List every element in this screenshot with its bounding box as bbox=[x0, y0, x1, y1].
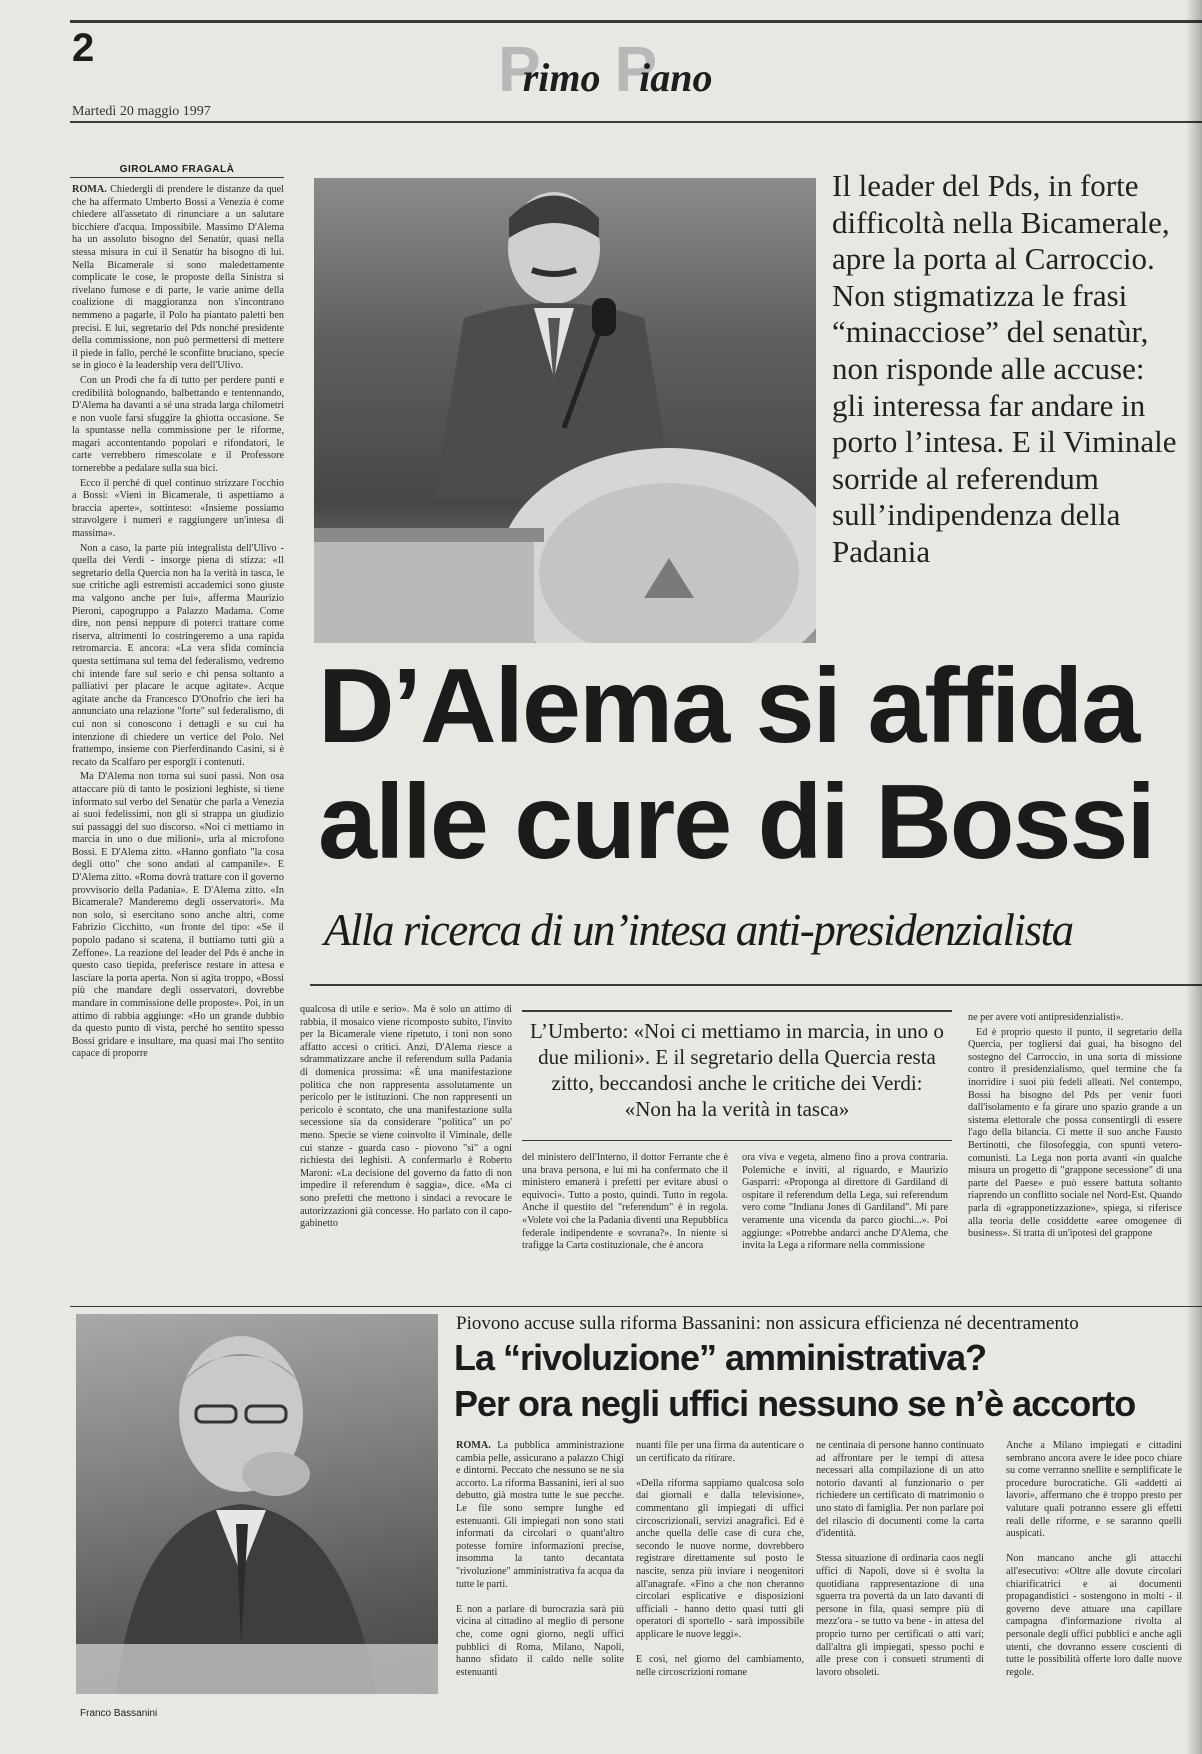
mid-article-column bbox=[300, 1004, 512, 1304]
bottom-column-3 bbox=[816, 1440, 984, 1740]
bottom-section-rule bbox=[70, 1306, 1202, 1307]
mid-paragraph: qualcosa di utile e serio». Ma è solo un attimo di rabbia, il mosaico viene ricomposto subito, l'invito per la Bicamerale viene ripetuto, i toni non sono affatto accesi o critici. Anzi, D'Alema riesce a sdrammatizzare anche il referendum sulla Padania di domenica prossima: «È una manifestazione politica che non rappresenta assolutamente un pericolo per le istituzioni. Che non rappresenti un pericolo è scontato, che una manifestazione sulla secessione sia da considerare "politica" un po' meno. Specie se viene coinvolto il Viminale, delle cui stanze - guarda caso - piovono "sì" a ogni richiesta dei leghisti. A confermarlo è Roberto Maroni: «La decisione del governo da fatto di non impedire il referendum è saggia», dice. «Ma ci sono prefetti che mettono i sindaci a revocare le autorizzazioni già concesse. Ho parlato con il capo-gabinetto bbox=[300, 1004, 512, 1230]
left-paragraph: Non a caso, la parte più integralista dell'Ulivo - quella dei Verdi - insorge piena di stizza: «Il segretario della Quercia non ha la verità in tasca, le sue critiche agli estremisti accademici sono giuste ma valgono anche per lui», afferma Maurizio Pieroni, capogruppo a Palazzo Madama. Come dire, non pensi neppure di poterci trattare come riserva, altrimenti lo costringeremo a una rapida retromarcia. E ancora: «La vera sfida comincia questa settimana sul tema del federalismo, vedremo chi intende fare sul serio e chi pensa soltanto a palliativi per placare le acque agitate». Acque agitate anche da Francesco D'Onofrio che ieri ha annunciato una relazione "forte" sul federalismo, di cui non si conoscono i dettagli e su cui ha intenzione di chiedere un vertice del Polo. Nel frattempo, insieme con Pierferdinando Casini, si è recato da Scalfaro per esporgli i contenuti. bbox=[72, 542, 284, 768]
bottom-column-4 bbox=[1006, 1440, 1182, 1740]
headline-subtitle: Alla ricerca di un’intesa anti-presidenzialista bbox=[324, 905, 1073, 955]
author-byline: GIROLAMO FRAGALÀ bbox=[70, 164, 284, 178]
left-paragraph: Ecco il perché di quel continuo strizzare l'occhio a Bossi: «Vieni in Bicamerale, ti aspettiamo a braccia aperte», sottinteso: «Insieme possiamo stravolgere i numeri e raggiungere un'intesa di massima». bbox=[72, 477, 284, 540]
section-word-iano: iano bbox=[639, 55, 713, 100]
section-word-rimo: rimo bbox=[522, 55, 601, 100]
page-number: 2 bbox=[72, 26, 95, 70]
bottom-headline-line-2: Per ora negli uffici nessuno se n’è accorto bbox=[454, 1383, 1136, 1424]
bottom-kicker: Piovono accuse sulla riforma Bassanini: non assicura efficienza né decentramento bbox=[456, 1313, 1079, 1334]
right-article-column bbox=[968, 1012, 1182, 1304]
right-paragraph: Ed è proprio questo il punto, il segretario della Quercia, per togliersi dai guai, ha bisogno del sostegno del Carroccio, in una sorta di missione contro il presidenzialismo, quel termine che fa inorridire i suoi più fedeli alleati. Nel contempo, Bossi ha bisogno del Pds per venir fuori dall'isolamento e fa girare uno spazio grande a un sistema elettorale che possa consentirgli di essere l'ago della bilancia. Ci mette il suo anche Fausto Bertinotti, che filosofeggia, con spunti vetero-comunisti. La Lega non porta avanti «in qualche misura un progetto di "grappone secessione" di una parte del Paese» e può essere battuta soltanto riaprendo un conflitto sociale nel Nord-Est. Quando parla di «grapponetizzazione», spiega, si riferisce alla teoria delle cosiddette «aree omogenee di business». Si tratta di un'ipotesi del grappone bbox=[968, 1026, 1182, 1240]
bottom-column-text: ne centinaia di persone hanno continuato ad affrontare per le tempi di attesa necessari alla compilazione di un atto notorio davanti al funzionario o per richiedere un certificato di matrimonio o uno stato di famiglia. Per non parlare poi del rilascio di documenti come la carta d'identità. Stessa situazione di ordinaria caos negli uffici di Napoli, dove si è svolta la quotidiana rappresentazione di una sguerra tra povertà da un lato davanti di persone in fila, quasi sempre più di mezz'ora - se tutto va bene - in attesa del proprio turno per certificati o atti vari; dall'altra gli impiegati, spesso pochi e alle prese con i consueti strumenti di lavoro obsoleti. bbox=[816, 1440, 984, 1678]
quote-rule-top bbox=[522, 1010, 952, 1012]
quote-rule-bottom bbox=[522, 1140, 952, 1141]
bottom-column-text: La pubblica amministrazione cambia pelle, assicurano a palazzo Chigi e dintorni. Peccato che nessuno se ne sia accorto. La riforma Bassanini, ieri al suo debutto, già mostra tutte le sue pecche. Le file sono sempre lunghe ed estenuanti. Gli impiegati non sono stati informati da circolari o quant'altro potesse fornire informazioni precise, insomma la tanto decantata "rivoluzione" amministrativa fa acqua da tutte le parti. E non a parlare di burocrazia sarà più vicina al cittadino al meglio di persone che, come ogni giorno, negli uffici pubblici di Roma, Milano, Napoli, hanno sfidato il caldo nelle solite estenuanti bbox=[456, 1440, 624, 1678]
left-paragraph: Con un Prodi che fa di tutto per perdere punti e credibilità bolognando, balbettando e tentennando, D'Alema ha davanti a sé una strada larga chilometri e non vuole farsi sfuggire la ghiotta occasione. Se la spuntasse nella commissione per le riforme, magari accontentando popolari e rifondatori, le carte verrebbero rimescolate e il Professore tornerebbe a pedalare sulla sua bici. bbox=[72, 374, 284, 475]
headline-line-2: alle cure di Bossi bbox=[318, 763, 1154, 881]
dateline: ROMA. bbox=[72, 184, 107, 195]
dalema-speech-photo bbox=[314, 178, 816, 643]
top-rule bbox=[70, 20, 1202, 23]
below-quote-text-b: ora viva e vegeta, almeno fino a prova contraria. Polemiche e inviti, al riguardo, e Maurizio Gasparri: «Proponga al direttore di Gardiland di ospitare il referendum della Lega, sui referendum vero come "Indiana Jones di Gardiland". Mi pare veramente una vicenda da parco giochi...». Poi aggiunge: «Potrebbe andarci anche D'Alema, che invita la Lega a riformare nella commissione bbox=[742, 1152, 948, 1252]
bottom-column-2 bbox=[636, 1440, 804, 1740]
article-subheading: Il leader del Pds, in forte difficoltà nella Bicamerale, apre la porta al Carroccio. Non stigmatizza le frasi “minacciose” del senatùr, non risponde alle accuse: gli interessa far andare in porto l’intesa. E il Viminale sorride al referendum sull’indipendenza della Padania bbox=[832, 168, 1177, 569]
bottom-headline-line-1: La “rivoluzione” amministrativa? bbox=[454, 1337, 987, 1378]
bottom-column-1 bbox=[456, 1440, 624, 1740]
bassanini-illustration bbox=[76, 1314, 438, 1694]
headline-line-1: D’Alema si affida bbox=[318, 647, 1139, 765]
below-quote-column-a bbox=[522, 1152, 728, 1304]
section-cap-p1: P bbox=[498, 33, 537, 105]
left-paragraph: Chiedergli di prendere le distanze da quel che ha affermato Umberto Bossi a Venezia è come chiedere all'assetato di rinunciare a un salutare bicchiere d'acqua. Impossibile. Massimo D'Alema ha un assoluto bisogno del Senatùr, quasi nella stessa misura in cui il Senatùr ha bisogno di lui. Nella Bicamerale si sono maledettamente complicate le cose, le proposte della Sinistra si rivelano fumose e di parte, le varie anime della coalizione di maggioranza non s'incontrano nemmeno a pagarle, il Polo ha piantato paletti ben precisi. E lui, segretario del Pds nonché presidente della commissione, non può permettersi di mettere il piede in fallo, perché le sconfitte bruciano, specie se in gioco è la leadership vera dell'Ulivo. bbox=[72, 184, 284, 372]
right-paragraph: ne per avere voti antipresidenzialisti». bbox=[968, 1012, 1124, 1023]
speaker-illustration bbox=[314, 178, 816, 643]
left-paragraph: Ma D'Alema non torna sui suoi passi. Non osa attaccare più di tanto le posizioni leghiste, si tiene informato sul verbo del Senatùr che parla a Venezia ai suoi fedelissimi, non gli si strappa un giudizio sui passaggi del suo discorso. «Noi ci mettiamo in marcia in uno o due milioni», urla al microfono Bossi. E D'Alema zitto. «Hanno gonfiato "la cosa degli otto" che sono andati al campanile». E D'Alema zitto. «Roma dovrà trattare con il governo provvisorio della Padania». E D'Alema zitto. «In Bicamerale? Manderemo degli osservatori». Ma non solo, si esercitano sono anche altri, come Fabrizio Cicchitto, «un fronte del tipo: «Se il popolo padano si scatena, il buttiamo tutti giù a Zeffone». La reazione del leader del Pds è anche in questo caso tiepida, preferisce restare in attesa e lasciare la porta aperta. Non si agita troppo, «Bossi più che mandare degli osservatori, dovrebbe mandare in commissione delle proposte». Poi, in un attimo di rabbia aggiunge: «Ho un grande dubbio da questo punto di vista, perché ho sentito spesso Bossi gridare e insultare, ma quasi mai l'ho sentito capace di proporre bbox=[72, 771, 284, 1060]
page-fold-shadow bbox=[1186, 0, 1202, 1754]
bassanini-photo bbox=[76, 1314, 438, 1694]
bottom-dateline: ROMA. bbox=[456, 1440, 491, 1451]
masthead-rule bbox=[70, 121, 1202, 123]
issue-date: Martedì 20 maggio 1997 bbox=[72, 104, 211, 119]
left-article-column bbox=[72, 184, 284, 1304]
bottom-column-text: Anche a Milano impiegati e cittadini sembrano ancora avere le idee poco chiare su come verranno snellite e semplificate le procedure burocratiche. Gli «addetti ai lavori», affermano che è troppo presto per valutare quali potranno essere gli effetti reali delle riforme, e se saranno quelli auspicati. Non mancano anche gli attacchi all'esecutivo: «Oltre alle dovute circolari chiarificatrici e ai documenti propagandistici - sostengono in molti - il governo deve attuare una capillare campagna d'informazione rivolta al personale degli uffici pubblici e anche agli utenti, che dovranno essere coscienti di tutte le possibilità offerte loro dalle nuove regole. bbox=[1006, 1440, 1182, 1678]
below-quote-text-a: del ministero dell'Interno, il dottor Ferrante che è una brava persona, e lui mi ha confermato che il ministero emanerà i prefetti per evitare abusi o equivoci». Tutto a posto, quindi. Tutto in regola. Anche il questito del "referendum" è in regola. «Volete voi che la Padania diventi una Repubblica federale indipendente e sovrana?». In niente si trafigge la Carta costituzionale, che è ancora bbox=[522, 1152, 728, 1252]
photo-caption: Franco Bassanini bbox=[80, 1708, 158, 1719]
pull-quote: L’Umberto: «Noi ci mettiamo in marcia, in uno o due milioni». E il segretario della Quercia resta zitto, beccandosi anche le critiche dei Verdi: «Non ha la verità in tasca» bbox=[530, 1019, 944, 1121]
section-cap-p2: P bbox=[614, 33, 654, 105]
section-title bbox=[498, 32, 713, 106]
bottom-column-text: nuanti file per una firma da autenticare o un certificato da ritirare. «Della riforma sappiamo qualcosa solo dai giornali e dalla televisione», commentano gli impiegati di uffici circoscrizionali, servizi anagrafici. Ed è anche quella delle case di cura che, secondo le nuove norme, dovrebbero registrare direttamente sul posto le nascite, senza più inviare i neogenitori all'anagrafe. «Fino a che non cheranno circolari esplicative e disposizioni ufficiali - hanno detto quasi tutti gli operatori di sportello - sarà impossibile applicare le nuove leggi». E così, nel giorno del cambiamento, nelle circoscrizioni romane bbox=[636, 1440, 804, 1678]
headline-rule bbox=[310, 984, 1202, 986]
below-quote-column-b bbox=[742, 1152, 948, 1304]
